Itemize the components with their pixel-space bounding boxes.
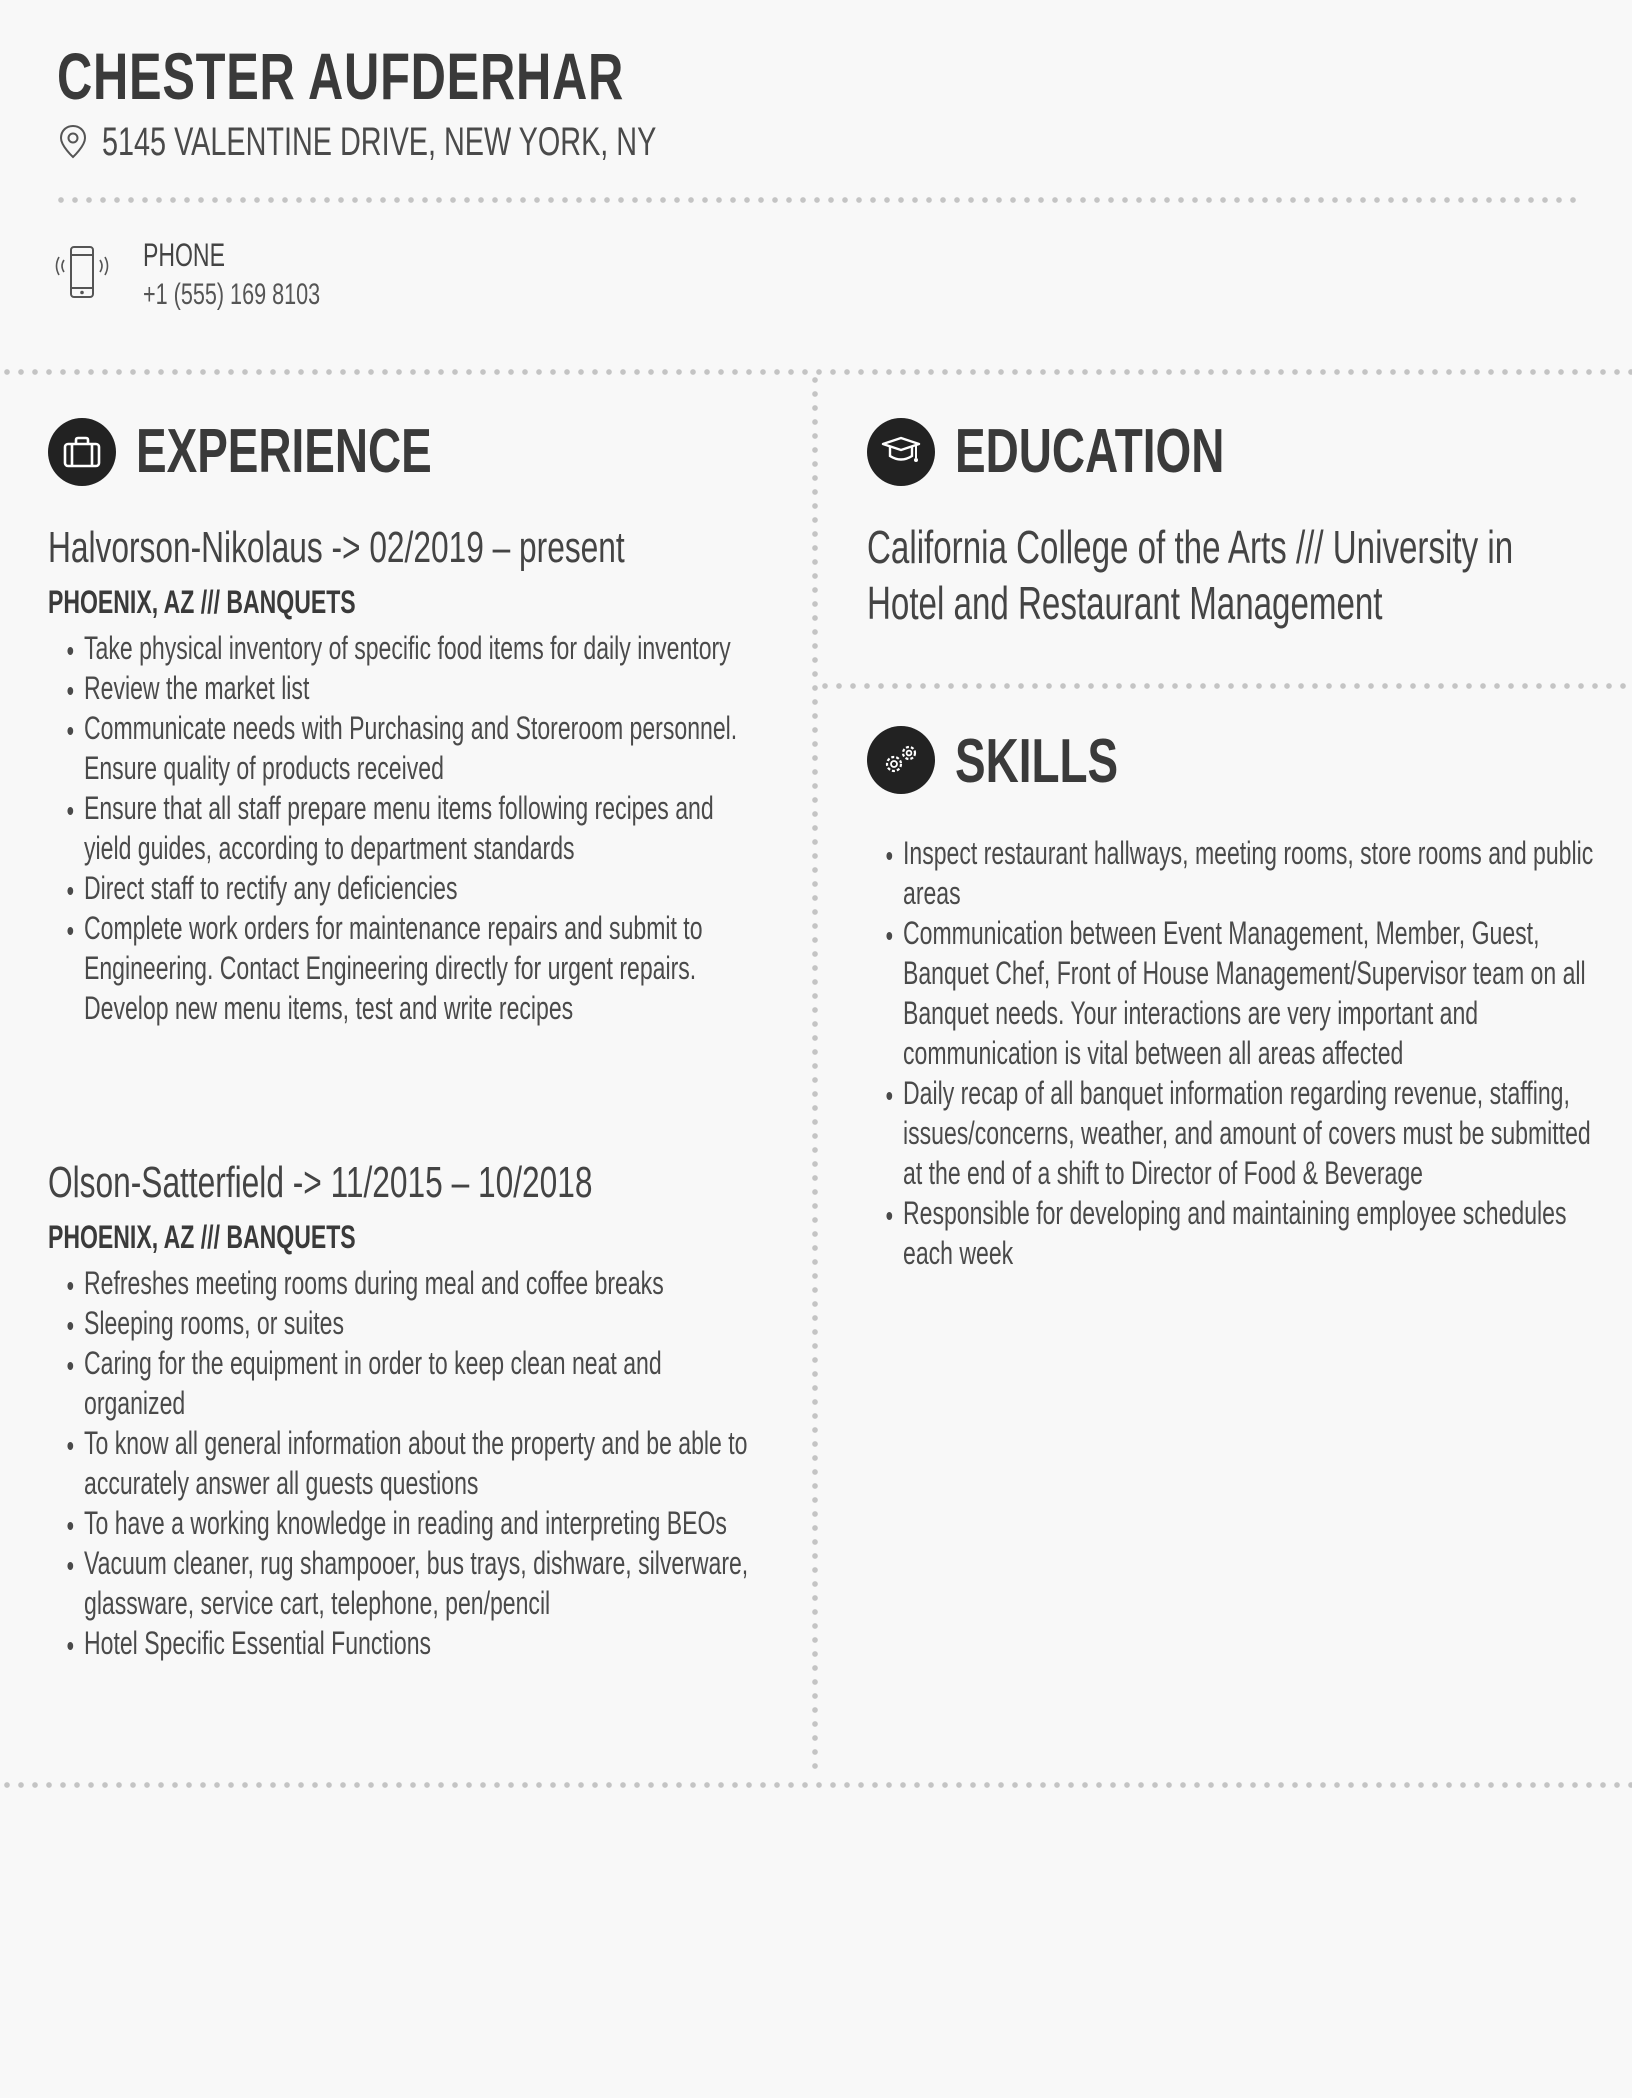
list-item: • Refreshes meeting rooms during meal and coffee breaks bbox=[84, 1263, 761, 1303]
phone-label: PHONE bbox=[143, 237, 225, 273]
graduation-cap-icon bbox=[867, 418, 935, 486]
job-duties bbox=[48, 1263, 761, 1663]
job-location-department: PHOENIX, AZ /// BANQUETS bbox=[48, 1219, 356, 1255]
list-item: • Hotel Specific Essential Functions bbox=[84, 1623, 761, 1663]
column-divider bbox=[812, 373, 818, 1775]
job-location-department: PHOENIX, AZ /// BANQUETS bbox=[48, 584, 356, 620]
job-heading: Halvorson-Nikolaus -> 02/2019 – present bbox=[48, 523, 625, 572]
list-item: • Complete work orders for maintenance repairs and submit to Engineering. Contact Engineering directly for urgent repairs. Develop new menu items, test and write recipes bbox=[84, 908, 761, 1028]
phone-value[interactable]: +1 (555) 169 8103 bbox=[143, 278, 321, 311]
list-item: • Communication between Event Management, Member, Guest, Banquet Chef, Front of House Management/Supervisor team on all Banquet needs. Your interactions are very important and communication is vital between all areas affected bbox=[903, 913, 1594, 1073]
list-item: • Ensure that all staff prepare menu items following recipes and yield guides, according to department standards bbox=[84, 788, 761, 868]
phone-icon bbox=[54, 244, 110, 302]
location-pin-icon bbox=[58, 124, 88, 160]
education-title: EDUCATION bbox=[955, 417, 1225, 486]
list-item: • Inspect restaurant hallways, meeting rooms, store rooms and public areas bbox=[903, 833, 1594, 913]
header-divider bbox=[54, 197, 1580, 203]
education-entry bbox=[867, 519, 1587, 631]
gears-icon bbox=[867, 726, 935, 794]
list-item: • Caring for the equipment in order to keep clean neat and organized bbox=[84, 1343, 761, 1423]
list-item: • To have a working knowledge in reading and interpreting BEOs bbox=[84, 1503, 761, 1543]
candidate-name: CHESTER AUFDERHAR bbox=[57, 39, 625, 113]
list-item: • Daily recap of all banquet information regarding revenue, staffing, issues/concerns, weather, and amount of covers must be submitted at the end of a shift to Director of Food & Beverage bbox=[903, 1073, 1594, 1193]
experience-job-1 bbox=[48, 520, 761, 1028]
list-item: • To know all general information about the property and be able to accurately answer all guests questions bbox=[84, 1423, 761, 1503]
skills-title: SKILLS bbox=[955, 727, 1119, 796]
list-item: • Take physical inventory of specific food items for daily inventory bbox=[84, 628, 761, 668]
experience-title: EXPERIENCE bbox=[136, 417, 432, 486]
education-skills-divider bbox=[818, 683, 1632, 689]
experience-job-2 bbox=[48, 1155, 761, 1663]
address: 5145 VALENTINE DRIVE, NEW YORK, NY bbox=[102, 120, 657, 164]
job-heading: Olson-Satterfield -> 11/2015 – 10/2018 bbox=[48, 1158, 593, 1207]
briefcase-icon bbox=[48, 418, 116, 486]
list-item: • Vacuum cleaner, rug shampooer, bus trays, dishware, silverware, glassware, service cart, telephone, pen/pencil bbox=[84, 1543, 761, 1623]
section-bottom-divider bbox=[0, 1782, 1632, 1788]
list-item: • Responsible for developing and maintaining employee schedules each week bbox=[903, 1193, 1594, 1273]
list-item: • Communicate needs with Purchasing and Storeroom personnel. Ensure quality of products received bbox=[84, 708, 761, 788]
skill-items bbox=[867, 833, 1594, 1273]
skills-list bbox=[867, 833, 1594, 1273]
list-item: • Sleeping rooms, or suites bbox=[84, 1303, 761, 1343]
education-degree: California College of the Arts /// University in Hotel and Restaurant Management bbox=[867, 521, 1514, 629]
list-item: • Direct staff to rectify any deficiencies bbox=[84, 868, 761, 908]
list-item: • Review the market list bbox=[84, 668, 761, 708]
job-duties bbox=[48, 628, 761, 1028]
